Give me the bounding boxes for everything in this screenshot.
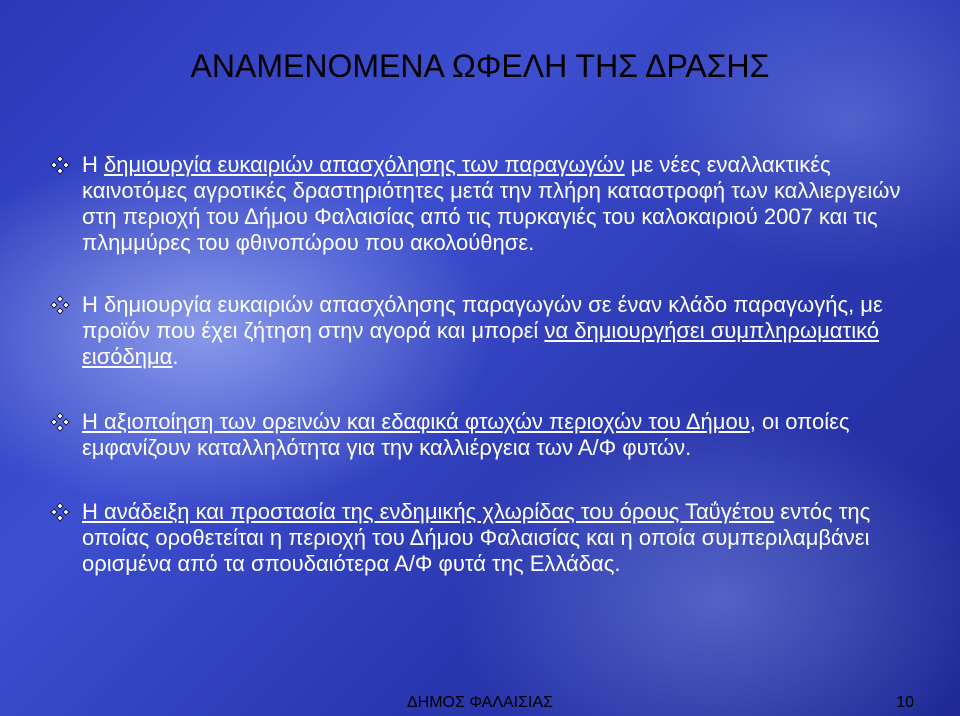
bullet-text-post: . bbox=[172, 344, 179, 369]
page-number: 10 bbox=[896, 694, 914, 711]
four-diamond-bullet-icon bbox=[50, 155, 70, 175]
bullet-text-underlined: Η ανάδειξη και προστασία της ενδημικής χλωρίδας του όρους Ταΰγέτου bbox=[82, 499, 775, 524]
bullet-text-post: , οι οποίες εμφανίζουν καταλληλότητα για την καλλιέργεια των Α/Φ φυτών. bbox=[82, 409, 850, 460]
four-diamond-bullet-icon bbox=[50, 412, 70, 432]
footer-municipality: ΔΗΜΟΣ ΦΑΛΑΙΣΙΑΣ bbox=[406, 694, 554, 711]
bullet-item-2 bbox=[50, 292, 930, 370]
slide-title: ΑΝΑΜΕΝΟΜΕΝΑ ΩΦΕΛΗ ΤΗΣ ΔΡΑΣΗΣ bbox=[190, 48, 770, 84]
bullet-text-underlined: δημιουργία ευκαιριών απασχόλησης των παραγωγών bbox=[104, 152, 625, 177]
four-diamond-bullet-icon bbox=[50, 295, 70, 315]
bullet-text-pre: Η bbox=[82, 152, 104, 177]
bullet-item-1 bbox=[50, 152, 930, 256]
bullet-text-post: εντός της οποίας οροθετείται η περιοχή του Δήμου Φαλαισίας και η οποία συμπεριλαμβάνει ορισμένα από τα σπουδαιότερα Α/Φ φυτά της Ελλάδας. bbox=[82, 499, 871, 576]
bullet-text-pre: Η δημιουργία ευκαιριών απασχόλησης παραγωγών σε έναν κλάδο παραγωγής, με προϊόν που έχει ζήτηση στην αγορά και μπορεί bbox=[82, 292, 883, 343]
bullet-item-3 bbox=[50, 409, 930, 461]
bullet-item-4 bbox=[50, 499, 930, 577]
bullet-text-underlined: να δημιουργήσει συμπληρωματικό εισόδημα bbox=[82, 318, 880, 369]
bullet-text-underlined: Η αξιοποίηση των ορεινών και εδαφικά φτωχών περιοχών του Δήμου bbox=[82, 409, 750, 434]
bullet-text-post: με νέες εναλλακτικές καινοτόμες αγροτικές δραστηριότητες μετά την πλήρη καταστροφή των καλλιεργειών στη περιοχή του Δήμου Φαλαισίας από τις πυρκαγιές του καλοκαιριού 2007 και τις πλημμύρες του φθινοπώρου που ακολούθησε. bbox=[82, 152, 901, 255]
four-diamond-bullet-icon bbox=[50, 502, 70, 522]
bullet-list bbox=[50, 152, 930, 613]
